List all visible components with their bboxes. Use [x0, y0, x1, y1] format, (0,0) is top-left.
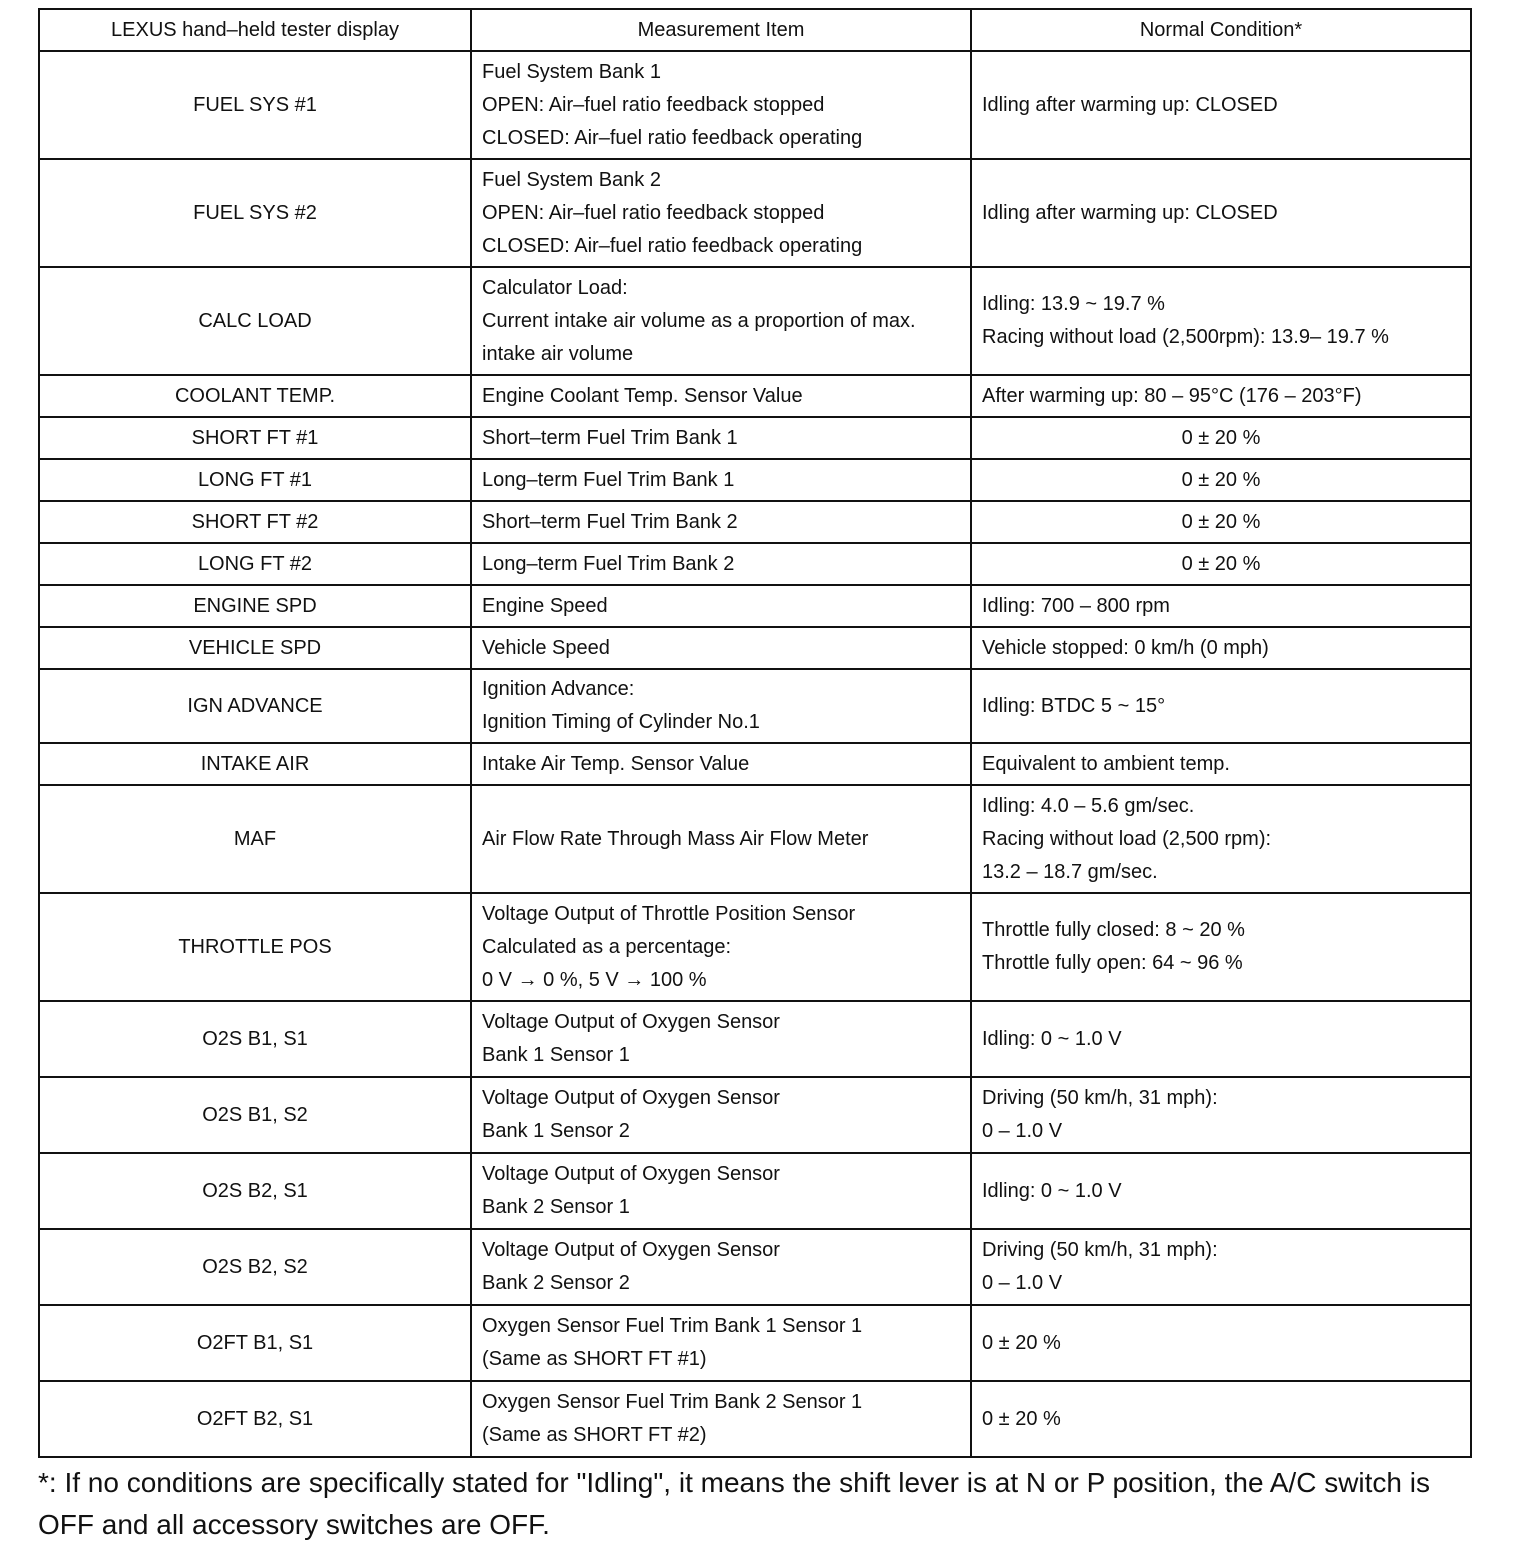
table-row — [39, 1305, 1471, 1381]
condition-line: 0 – 1.0 V — [982, 1120, 1063, 1142]
table-row — [39, 417, 1471, 459]
condition-line: Racing without load (2,500 rpm): — [982, 827, 1272, 850]
measurement-line: Oxygen Sensor Fuel Trim Bank 2 Sensor 1 — [482, 1391, 863, 1413]
normal-condition-cell — [971, 375, 1471, 417]
header-tester-display: LEXUS hand–held tester display — [39, 9, 471, 51]
normal-condition-cell — [971, 669, 1471, 743]
tester-display-cell: THROTTLE POS — [39, 893, 471, 1001]
measurement-item-cell — [471, 417, 971, 459]
tester-display-cell: O2S B1, S2 — [39, 1077, 471, 1153]
measurement-line: Long–term Fuel Trim Bank 1 — [482, 468, 735, 491]
normal-condition-cell — [971, 1077, 1471, 1153]
normal-condition-cell — [971, 1001, 1471, 1077]
tester-display-cell: FUEL SYS #2 — [39, 159, 471, 267]
measurement-line: Voltage Output of Oxygen Sensor — [482, 1239, 780, 1261]
tester-display-cell: ENGINE SPD — [39, 585, 471, 627]
measurement-line: Voltage Output of Oxygen Sensor — [482, 1163, 780, 1185]
measurement-item-cell — [471, 1001, 971, 1077]
measurement-line: Air Flow Rate Through Mass Air Flow Meter — [482, 827, 869, 850]
normal-condition-cell — [971, 1305, 1471, 1381]
measurement-item-cell — [471, 893, 971, 1001]
measurement-line: Voltage Output of Oxygen Sensor — [482, 1011, 780, 1033]
measurement-line: Fuel System Bank 2 — [482, 168, 661, 191]
tester-display-cell: IGN ADVANCE — [39, 669, 471, 743]
measurement-item-cell — [471, 1077, 971, 1153]
header-measurement-item: Measurement Item — [471, 9, 971, 51]
normal-condition-cell — [971, 51, 1471, 159]
normal-condition-cell — [971, 1153, 1471, 1229]
table-row — [39, 627, 1471, 669]
measurement-item-cell — [471, 543, 971, 585]
condition-line: 0 ± 20 % — [982, 1331, 1061, 1354]
measurement-line: 0 V → 0 %, 5 V → 100 % — [482, 968, 707, 991]
measurement-item-cell — [471, 743, 971, 785]
measurement-item-cell — [471, 669, 971, 743]
tester-display-cell: INTAKE AIR — [39, 743, 471, 785]
measurement-item-cell — [471, 159, 971, 267]
normal-condition-cell — [971, 627, 1471, 669]
table-row — [39, 669, 1471, 743]
measurement-line: CLOSED: Air–fuel ratio feedback operating — [482, 234, 863, 257]
condition-line: Vehicle stopped: 0 km/h (0 mph) — [982, 636, 1269, 659]
normal-condition-cell — [971, 585, 1471, 627]
table-row — [39, 585, 1471, 627]
measurement-line: Bank 2 Sensor 2 — [482, 1272, 630, 1294]
table-row — [39, 743, 1471, 785]
condition-line: 13.2 – 18.7 gm/sec. — [982, 860, 1158, 883]
tester-display-cell: SHORT FT #1 — [39, 417, 471, 459]
table-row — [39, 543, 1471, 585]
measurement-line: Intake Air Temp. Sensor Value — [482, 752, 750, 775]
table-row — [39, 785, 1471, 893]
tester-data-table — [38, 8, 1472, 1458]
measurement-line: Voltage Output of Throttle Position Sensor — [482, 902, 856, 925]
tester-display-cell: MAF — [39, 785, 471, 893]
condition-line: Idling: BTDC 5 ~ 15° — [982, 694, 1166, 717]
condition-line: Throttle fully open: 64 ~ 96 % — [982, 952, 1243, 974]
footnote: *: If no conditions are specifically stated for "Idling", it means the shift lever is at N or P position, the A/C switch is OFF and all accessory switches are OFF. — [38, 1467, 1431, 1540]
table-body — [39, 51, 1471, 1457]
condition-line: Equivalent to ambient temp. — [982, 752, 1230, 775]
measurement-line: Bank 2 Sensor 1 — [482, 1196, 630, 1218]
measurement-item-cell — [471, 375, 971, 417]
condition-line: Driving (50 km/h, 31 mph): — [982, 1239, 1218, 1261]
table-row — [39, 159, 1471, 267]
normal-condition-cell — [971, 417, 1471, 459]
normal-condition-cell — [971, 743, 1471, 785]
measurement-line: Calculated as a percentage: — [482, 935, 732, 958]
measurement-line: intake air volume — [482, 342, 634, 365]
condition-line: After warming up: 80 – 95°C (176 – 203°F) — [982, 384, 1362, 407]
measurement-line: (Same as SHORT FT #2) — [482, 1424, 707, 1446]
condition-line: Racing without load (2,500rpm): 13.9– 19.7 % — [982, 326, 1389, 348]
measurement-line: Ignition Timing of Cylinder No.1 — [482, 711, 760, 733]
measurement-line: CLOSED: Air–fuel ratio feedback operating — [482, 126, 863, 149]
measurement-line: Short–term Fuel Trim Bank 2 — [482, 510, 738, 533]
measurement-line: Ignition Advance: — [482, 678, 635, 700]
measurement-line: Short–term Fuel Trim Bank 1 — [482, 426, 738, 449]
measurement-item-cell — [471, 1381, 971, 1457]
table-row — [39, 267, 1471, 375]
tester-display-cell: O2FT B2, S1 — [39, 1381, 471, 1457]
measurement-item-cell — [471, 785, 971, 893]
table-row — [39, 501, 1471, 543]
measurement-line: OPEN: Air–fuel ratio feedback stopped — [482, 93, 825, 116]
measurement-item-cell — [471, 1153, 971, 1229]
measurement-line: Bank 1 Sensor 2 — [482, 1120, 630, 1142]
table-row — [39, 459, 1471, 501]
tester-display-cell: O2S B2, S2 — [39, 1229, 471, 1305]
normal-condition-cell — [971, 543, 1471, 585]
tester-display-cell: VEHICLE SPD — [39, 627, 471, 669]
measurement-item-cell — [471, 267, 971, 375]
tester-display-cell: O2S B1, S1 — [39, 1001, 471, 1077]
tester-display-cell: SHORT FT #2 — [39, 501, 471, 543]
condition-line: 0 ± 20 % — [982, 1407, 1061, 1430]
condition-line: 0 ± 20 % — [1181, 510, 1261, 533]
measurement-line: Vehicle Speed — [482, 636, 610, 659]
normal-condition-cell — [971, 267, 1471, 375]
measurement-item-cell — [471, 1305, 971, 1381]
table-row — [39, 1001, 1471, 1077]
tester-display-cell: LONG FT #1 — [39, 459, 471, 501]
condition-line: Idling after warming up: CLOSED — [982, 93, 1278, 116]
tester-display-cell: O2FT B1, S1 — [39, 1305, 471, 1381]
table-header-row — [39, 9, 1471, 51]
table-row — [39, 1229, 1471, 1305]
measurement-line: Calculator Load: — [482, 276, 628, 299]
condition-line: 0 – 1.0 V — [982, 1272, 1063, 1294]
condition-line: Idling: 0 ~ 1.0 V — [982, 1027, 1122, 1050]
tester-display-cell: LONG FT #2 — [39, 543, 471, 585]
normal-condition-cell — [971, 501, 1471, 543]
measurement-line: Engine Coolant Temp. Sensor Value — [482, 384, 803, 407]
condition-line: Idling: 13.9 ~ 19.7 % — [982, 293, 1165, 315]
condition-line: Idling: 0 ~ 1.0 V — [982, 1179, 1122, 1202]
table-row — [39, 1077, 1471, 1153]
condition-line: Throttle fully closed: 8 ~ 20 % — [982, 919, 1245, 941]
table-row — [39, 1381, 1471, 1457]
measurement-line: Voltage Output of Oxygen Sensor — [482, 1087, 780, 1109]
table-row — [39, 51, 1471, 159]
measurement-item-cell — [471, 627, 971, 669]
condition-line: Idling after warming up: CLOSED — [982, 201, 1278, 224]
normal-condition-cell — [971, 459, 1471, 501]
normal-condition-cell — [971, 785, 1471, 893]
measurement-line: Fuel System Bank 1 — [482, 60, 661, 83]
measurement-line: Current intake air volume as a proportion of max. — [482, 309, 916, 332]
normal-condition-cell — [971, 1229, 1471, 1305]
condition-line: Driving (50 km/h, 31 mph): — [982, 1087, 1218, 1109]
condition-line: Idling: 4.0 – 5.6 gm/sec. — [982, 794, 1195, 817]
measurement-line: Oxygen Sensor Fuel Trim Bank 1 Sensor 1 — [482, 1315, 863, 1337]
measurement-line: Bank 1 Sensor 1 — [482, 1044, 630, 1066]
tester-display-cell: CALC LOAD — [39, 267, 471, 375]
condition-line: 0 ± 20 % — [1181, 426, 1261, 449]
table-row — [39, 1153, 1471, 1229]
normal-condition-cell — [971, 159, 1471, 267]
condition-line: 0 ± 20 % — [1181, 552, 1261, 575]
table-row — [39, 893, 1471, 1001]
header-normal-condition: Normal Condition* — [971, 9, 1471, 51]
measurement-line: Long–term Fuel Trim Bank 2 — [482, 552, 735, 575]
measurement-item-cell — [471, 51, 971, 159]
measurement-item-cell — [471, 501, 971, 543]
measurement-line: Engine Speed — [482, 594, 608, 617]
measurement-line: OPEN: Air–fuel ratio feedback stopped — [482, 201, 825, 224]
normal-condition-cell — [971, 893, 1471, 1001]
table-row — [39, 375, 1471, 417]
measurement-line: (Same as SHORT FT #1) — [482, 1348, 707, 1370]
condition-line: 0 ± 20 % — [1181, 468, 1261, 491]
measurement-item-cell — [471, 459, 971, 501]
tester-display-cell: COOLANT TEMP. — [39, 375, 471, 417]
measurement-item-cell — [471, 1229, 971, 1305]
normal-condition-cell — [971, 1381, 1471, 1457]
tester-display-cell: FUEL SYS #1 — [39, 51, 471, 159]
measurement-item-cell — [471, 585, 971, 627]
condition-line: Idling: 700 – 800 rpm — [982, 594, 1170, 617]
tester-display-cell: O2S B2, S1 — [39, 1153, 471, 1229]
